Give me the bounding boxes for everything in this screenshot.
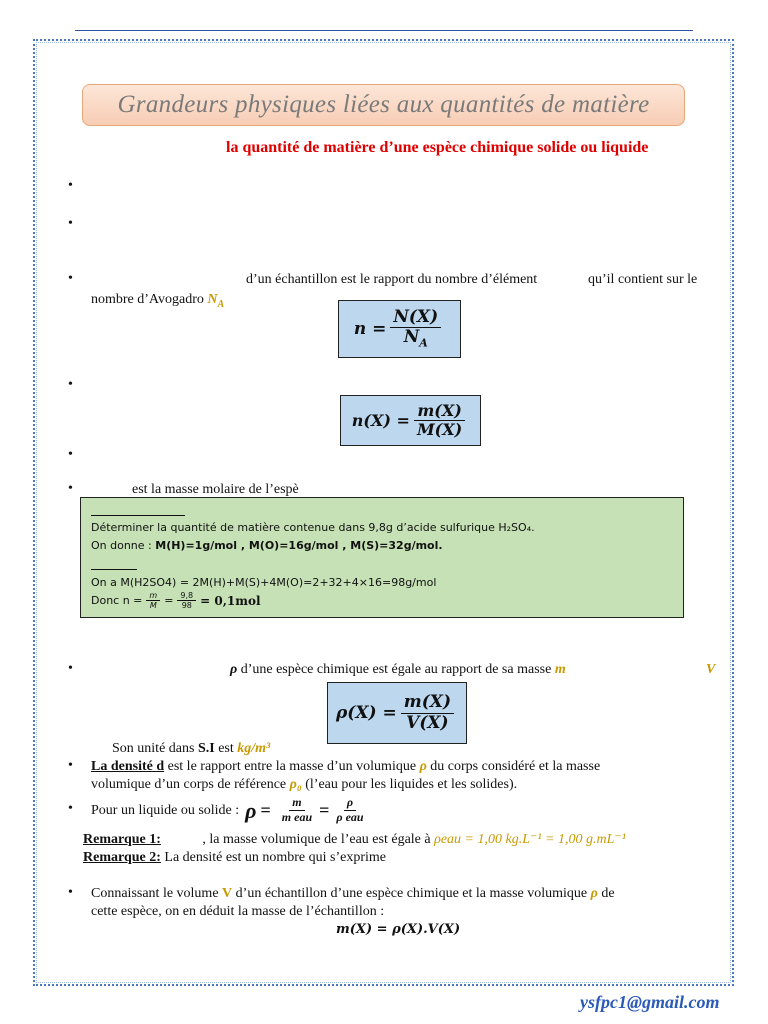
bullet-8: •	[68, 758, 73, 773]
formula-2-num: m(X)	[414, 402, 464, 421]
bullet-5: •	[68, 447, 73, 462]
example-frac-b-num: 9,8	[177, 591, 196, 601]
liquide-rho: ρ	[245, 797, 257, 823]
bullet-4: •	[68, 377, 73, 392]
volume-text-1b: d’un échantillon d’une espèce chimique et la masse volumique	[235, 886, 588, 901]
bullet-7: •	[68, 661, 73, 676]
bullet-10: •	[68, 885, 73, 900]
bullet-1: •	[68, 178, 73, 193]
density-intro	[230, 661, 566, 678]
densite-line-2	[91, 776, 517, 793]
liquide-frac-1-num: m	[289, 796, 304, 811]
liquide-frac-2	[333, 796, 366, 825]
unit-value: kg/m³	[237, 741, 271, 756]
unit-text: Son unité dans	[112, 741, 195, 756]
density-intro-text: d’une espèce chimique est égale au rapport de sa masse	[240, 662, 552, 677]
formula-2-den: M(X)	[416, 420, 463, 439]
remarque-2-text: La densité est un nombre qui s’exprime	[164, 850, 387, 865]
volume-text-1a: Connaissant le volume	[91, 886, 219, 901]
bullet-2: •	[68, 216, 73, 231]
liquide-line	[91, 796, 371, 825]
unit-line	[112, 740, 270, 757]
author-email: ysfpc1@gmail.com	[580, 992, 720, 1012]
liquide-frac-1-den: m eau	[281, 809, 313, 824]
volume-v: V	[222, 886, 233, 901]
example-result: = 0,1mol	[200, 593, 261, 608]
remarque-1-value: ρeau = 1,00 kg.L⁻¹ = 1,00 g.mL⁻¹	[434, 832, 627, 847]
bullet-3: •	[68, 271, 73, 286]
density-v: V	[706, 662, 716, 677]
avogadro-text-2: qu’il contient sur le	[588, 272, 698, 287]
formula-n-avogadro	[338, 300, 461, 358]
volume-line-2: cette espèce, on en déduit la masse de l’échantillon :	[91, 904, 385, 919]
volume-text-1c: de	[601, 886, 615, 901]
densite-text-2b: (l’eau pour les liquides et les solides).	[305, 777, 518, 792]
remarque-2-label: Remarque 2:	[83, 850, 161, 865]
formula-2-lhs: n(X) =	[351, 411, 410, 430]
unit-est: est	[218, 741, 234, 756]
densite-text-2a: volumique d’un corps de référence	[91, 777, 287, 792]
example-underline-2	[91, 569, 137, 570]
example-line-3: On a M(H2SO4) = 2M(H)+M(S)+4M(O)=2+32+4×16=98g/mol	[91, 576, 437, 589]
avogadro-text-1: d’un échantillon est le rapport du nombre d’élément	[246, 272, 538, 287]
liquide-frac-1	[279, 796, 315, 825]
formula-3-den: V(X)	[406, 712, 449, 733]
bullet-6: •	[68, 481, 73, 496]
example-frac-a-num: m	[146, 591, 160, 601]
remarque-1	[83, 831, 626, 848]
liquide-eq-1: =	[260, 799, 271, 820]
densite-line-1	[91, 758, 731, 775]
densite-text-1b: du corps considéré et la masse	[430, 759, 601, 774]
page-title: Grandeurs physiques liées aux quantités de matière	[117, 91, 650, 118]
molar-mass-text: est la masse molaire de l’espè	[132, 482, 299, 497]
formula-rho	[327, 682, 467, 744]
formula-n-mass	[340, 395, 481, 446]
top-rule	[75, 30, 693, 31]
densite-label: La densité d	[91, 759, 165, 774]
formula-1-lhs: n =	[353, 319, 387, 339]
remarque-1-label: Remarque 1:	[83, 832, 161, 847]
avogadro-label: nombre d’Avogadro	[91, 292, 204, 307]
volume-line-1	[91, 885, 731, 902]
example-frac-b-den: 98	[181, 601, 192, 611]
remarque-1-text: , la masse volumique de l’eau est égale à	[202, 832, 431, 847]
example-n-label: Donc n =	[91, 594, 143, 608]
example-frac-b	[177, 591, 196, 610]
example-line-1: Déterminer la quantité de matière contenue dans 9,8g d’acide sulfurique H₂SO₄.	[91, 521, 535, 534]
example-underline-1	[91, 515, 185, 516]
section-subtitle: la quantité de matière d’une espèce chimique solide ou liquide	[226, 139, 649, 156]
example-frac-a-den: M	[149, 601, 157, 611]
density-m: m	[554, 662, 566, 677]
densite-rho: ρ	[419, 759, 427, 774]
avogadro-text-3	[91, 291, 224, 313]
example-line-2-given: M(H)=1g/mol , M(O)=16g/mol , M(S)=32g/mol.	[155, 539, 443, 552]
formula-3-lhs: ρ(X) =	[335, 703, 397, 723]
formula-1-fraction	[390, 308, 441, 351]
remarque-2	[83, 849, 386, 866]
volume-rho: ρ	[590, 886, 598, 901]
avogadro-symbol: $N_A$	[207, 292, 225, 310]
liquide-text: Pour un liquide ou solide :	[91, 802, 240, 818]
example-line-2-prefix: On donne :	[91, 539, 156, 552]
formula-3-num: m(X)	[401, 693, 454, 714]
formula-2-fraction	[414, 402, 465, 440]
example-line-2	[91, 539, 443, 552]
formula-1-num: N(X)	[390, 308, 441, 329]
formula-3-fraction	[401, 693, 454, 733]
title-banner	[82, 84, 685, 126]
example-eq: =	[164, 594, 174, 608]
volume-formula: m(X) = ρ(X).V(X)	[336, 922, 461, 937]
densite-rho0: ρ₀	[289, 777, 302, 792]
density-rho: ρ	[230, 662, 238, 677]
liquide-frac-2-num: ρ	[344, 796, 356, 811]
bullet-9: •	[68, 801, 73, 816]
example-box	[80, 497, 684, 618]
densite-text-1a: est le rapport entre la masse d’un volumique	[167, 759, 417, 774]
example-frac-a	[146, 591, 160, 610]
liquide-eq-2: =	[319, 799, 330, 820]
unit-si: S.I	[197, 741, 215, 756]
formula-1-den: $N_A$	[403, 327, 428, 350]
example-line-4	[91, 591, 261, 610]
liquide-frac-2-den: ρ eau	[336, 809, 364, 824]
